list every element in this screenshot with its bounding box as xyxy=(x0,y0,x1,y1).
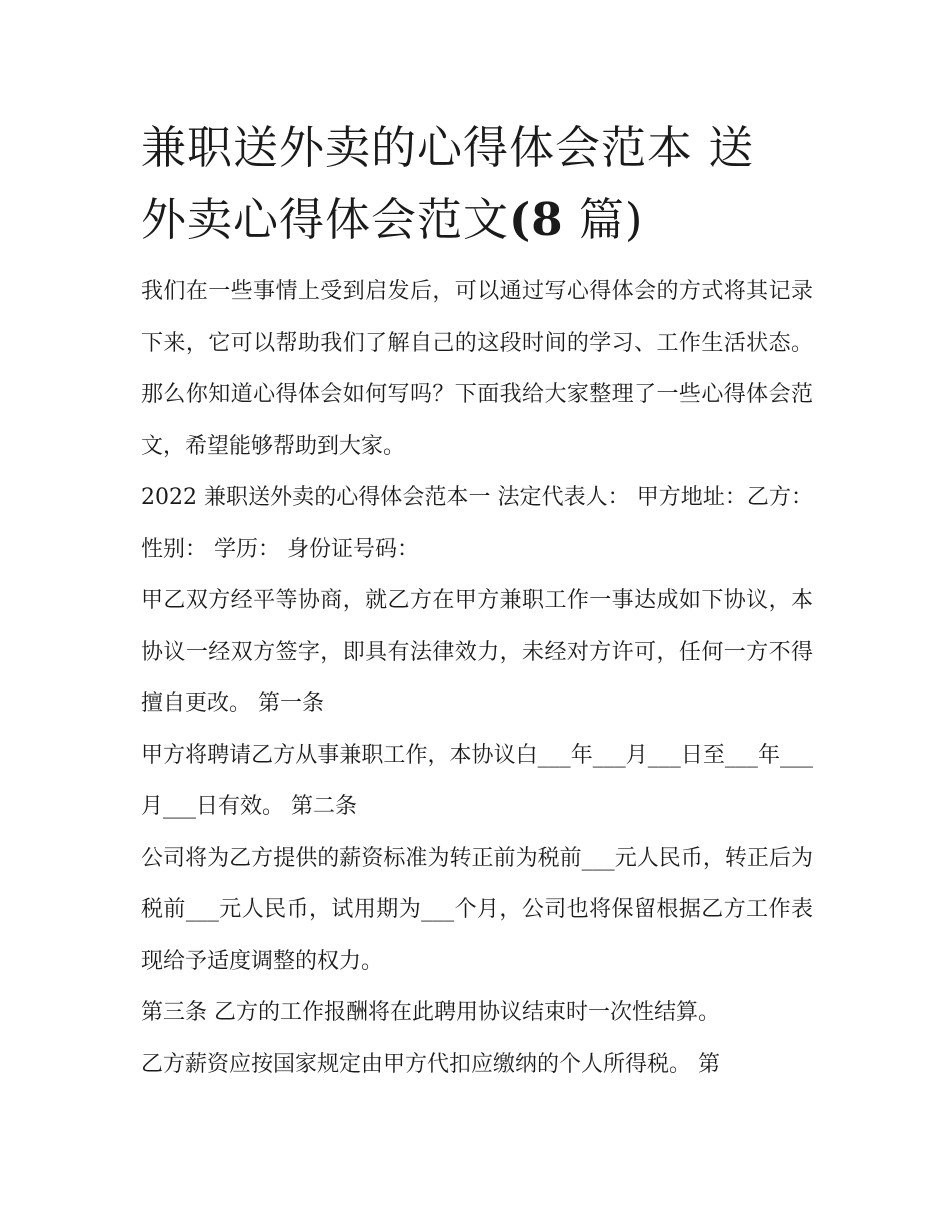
paragraph-article-2: 公司将为乙方提供的薪资标准为转正前为税前___元人民币，转正后为税前___元人民币，试用期为___个月，公司也将保留根据乙方工作表现给予适度调整的权力。 xyxy=(141,845,813,974)
paragraph-article-1: 甲方将聘请乙方从事兼职工作，本协议白___年___月___日至___年___月___日有效。 第二条 xyxy=(141,742,813,819)
title-line-1: 兼职送外卖的心得体会范本 送 xyxy=(141,121,755,174)
document-title xyxy=(141,112,813,256)
document-page xyxy=(141,112,813,1090)
title-count-suffix: 篇) xyxy=(563,193,644,246)
paragraph-tax: 乙方薪资应按国家规定由甲方代扣应缴纳的个人所得税。 第 xyxy=(141,1051,720,1077)
paragraph-article-3: 第三条 乙方的工作报酬将在此聘用协议结束时一次性结算。 xyxy=(141,1000,720,1025)
title-line-2 xyxy=(141,184,813,256)
paragraph-intro: 我们在一些事情上受到启发后，可以通过写心得体会的方式将其记录下来，它可以帮助我们了解自己的这段时间的学习、工作生活状态。那么你知道心得体会如何写吗？下面我给大家整理了一些心得体会范文，希望能够帮助到大家。 xyxy=(141,279,813,459)
title-line-2-text: 外卖心得体会范文 xyxy=(141,193,510,246)
paragraph-agreement: 甲乙双方经平等协商，就乙方在甲方兼职工作一事达成如下协议，本协议一经双方签字，即具有法律效力，未经对方许可，任何一方不得擅自更改。 第一条 xyxy=(141,588,813,716)
paragraph-parties: 2022 兼职送外卖的心得体会范本一 法定代表人： 甲方地址：乙方： 性别： 学历： 身份证号码： xyxy=(141,485,813,562)
document-body xyxy=(141,266,813,1090)
title-count-number: (8 xyxy=(509,193,564,246)
